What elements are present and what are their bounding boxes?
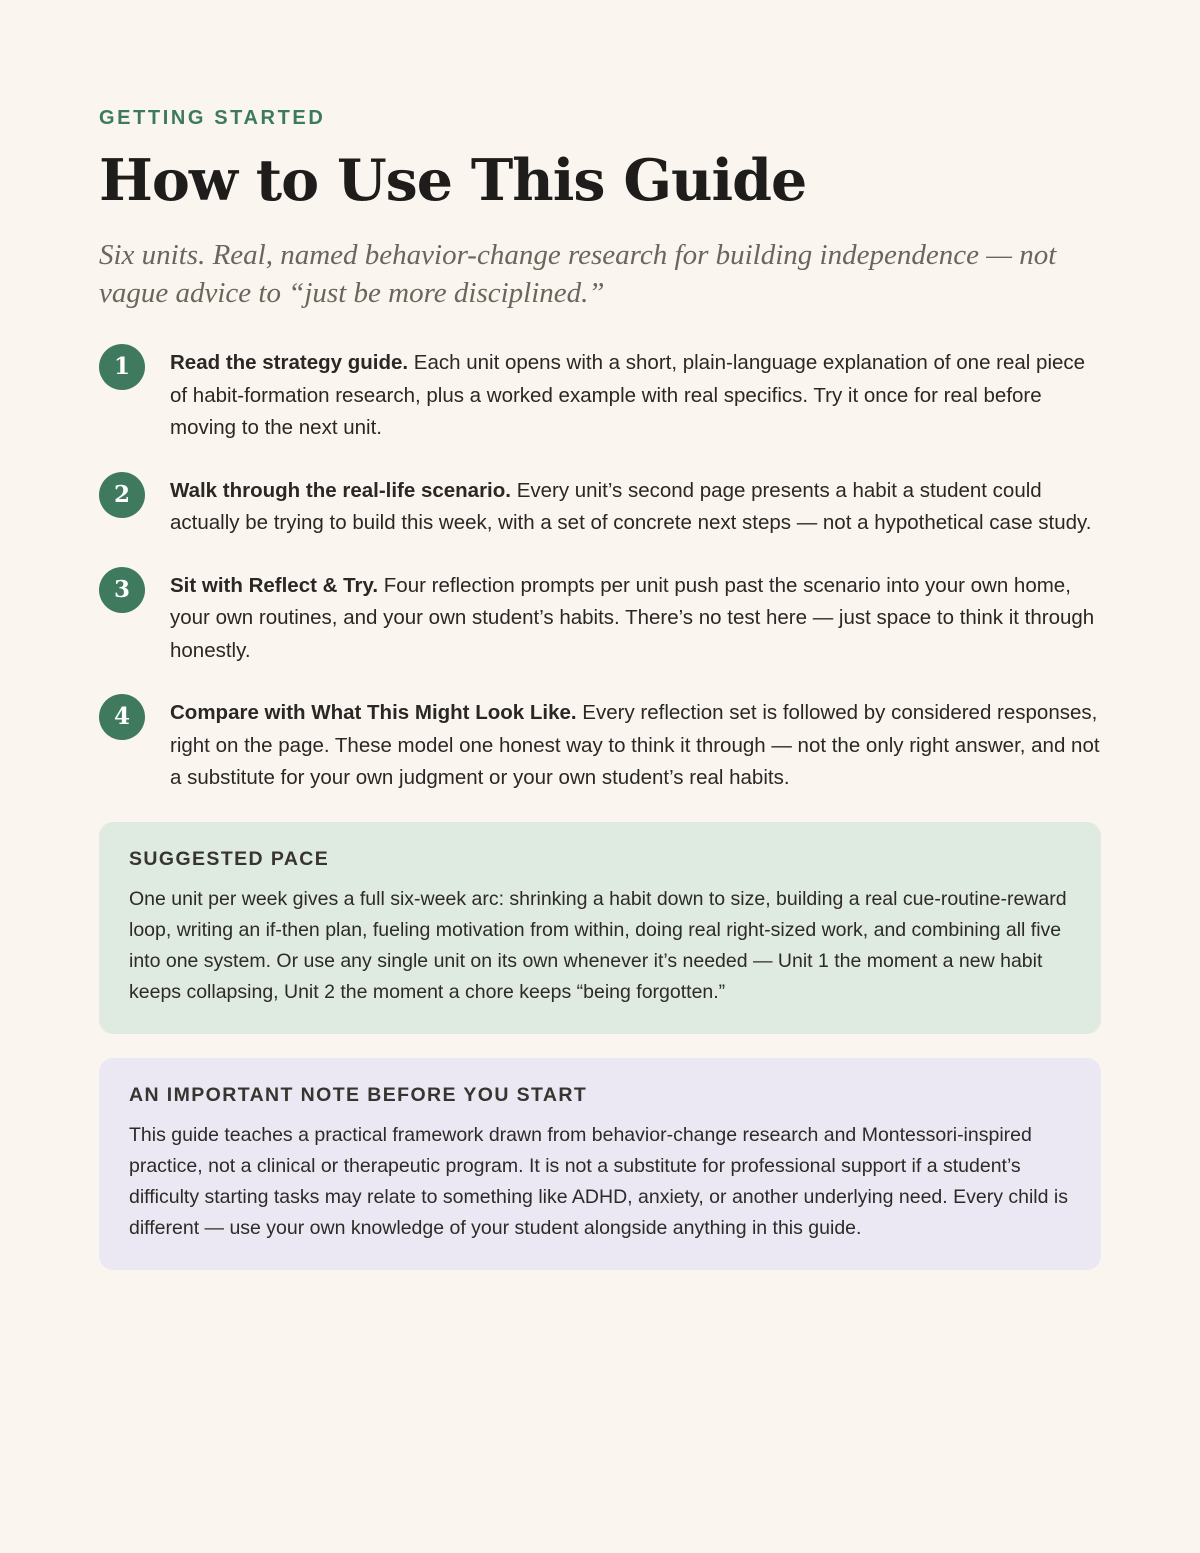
step-item	[99, 344, 1101, 445]
step-item	[99, 472, 1101, 540]
pace-heading: SUGGESTED PACE	[129, 847, 330, 870]
step-description	[170, 567, 1101, 668]
step-description	[170, 694, 1101, 795]
step-lead: Compare with What This Might Look Like.	[170, 701, 577, 724]
steps-list	[99, 344, 1101, 795]
step-number-badge: 3	[99, 567, 145, 613]
step-body: Four reflection prompts per unit push past the scenario into your own home, your own routines, and your own student’s habits. There’s no test here — just space to think it through honestly.	[170, 573, 1095, 662]
page-title: How to Use This Guide	[99, 147, 807, 214]
step-body: Each unit opens with a short, plain-language explanation of one real piece of habit-formation research, plus a worked example with real specifics. Try it once for real before moving to the next unit.	[170, 351, 1086, 439]
step-body: Every reflection set is followed by considered responses, right on the page. These model one honest way to think it through — not the only right answer, and not a substitute for your own judgment or your own student’s real habits.	[170, 701, 1100, 789]
important-note-callout	[99, 1058, 1101, 1270]
step-description	[170, 472, 1101, 540]
step-item	[99, 694, 1101, 795]
step-lead: Read the strategy guide.	[170, 351, 409, 374]
step-lead: Sit with Reflect & Try.	[170, 573, 379, 597]
step-number-badge: 4	[99, 694, 145, 740]
step-lead: Walk through the real-life scenario.	[170, 478, 511, 502]
suggested-pace-callout	[99, 822, 1101, 1034]
step-number-badge: 2	[99, 472, 145, 518]
step-body: Every unit’s second page presents a habit a student could actually be trying to build this week, with a set of concrete next steps — not a hypothetical case study.	[170, 478, 1092, 534]
guide-page	[99, 104, 1101, 1270]
note-body: This guide teaches a practical framework drawn from behavior-change research and Montessori-inspired practice, not a clinical or therapeutic program. It is not a substitute for professional support if a student’s difficulty starting tasks may relate to something like ADHD, anxiety, or another underlying need. Every child is different — use your own knowledge of your student alongside anything in this guide.	[129, 1123, 1068, 1239]
pace-body: One unit per week gives a full six-week arc: shrinking a habit down to size, building a real cue-routine-reward loop, writing an if-then plan, fueling motivation from within, doing real right-sized work, and combining all five into one system. Or use any single unit on its own whenever it’s needed — Unit 1 the moment a new habit keeps collapsing, Unit 2 the moment a chore keeps “being forgotten.”	[129, 887, 1067, 1003]
page-subtitle: Six units. Real, named behavior-change research for building independence — not vague advice to “just be more disciplined.”	[99, 239, 1057, 309]
step-description	[170, 344, 1101, 445]
step-item	[99, 567, 1101, 668]
step-number-badge: 1	[99, 344, 145, 390]
section-eyebrow: GETTING STARTED	[99, 107, 326, 129]
note-heading: AN IMPORTANT NOTE BEFORE YOU START	[129, 1083, 588, 1106]
